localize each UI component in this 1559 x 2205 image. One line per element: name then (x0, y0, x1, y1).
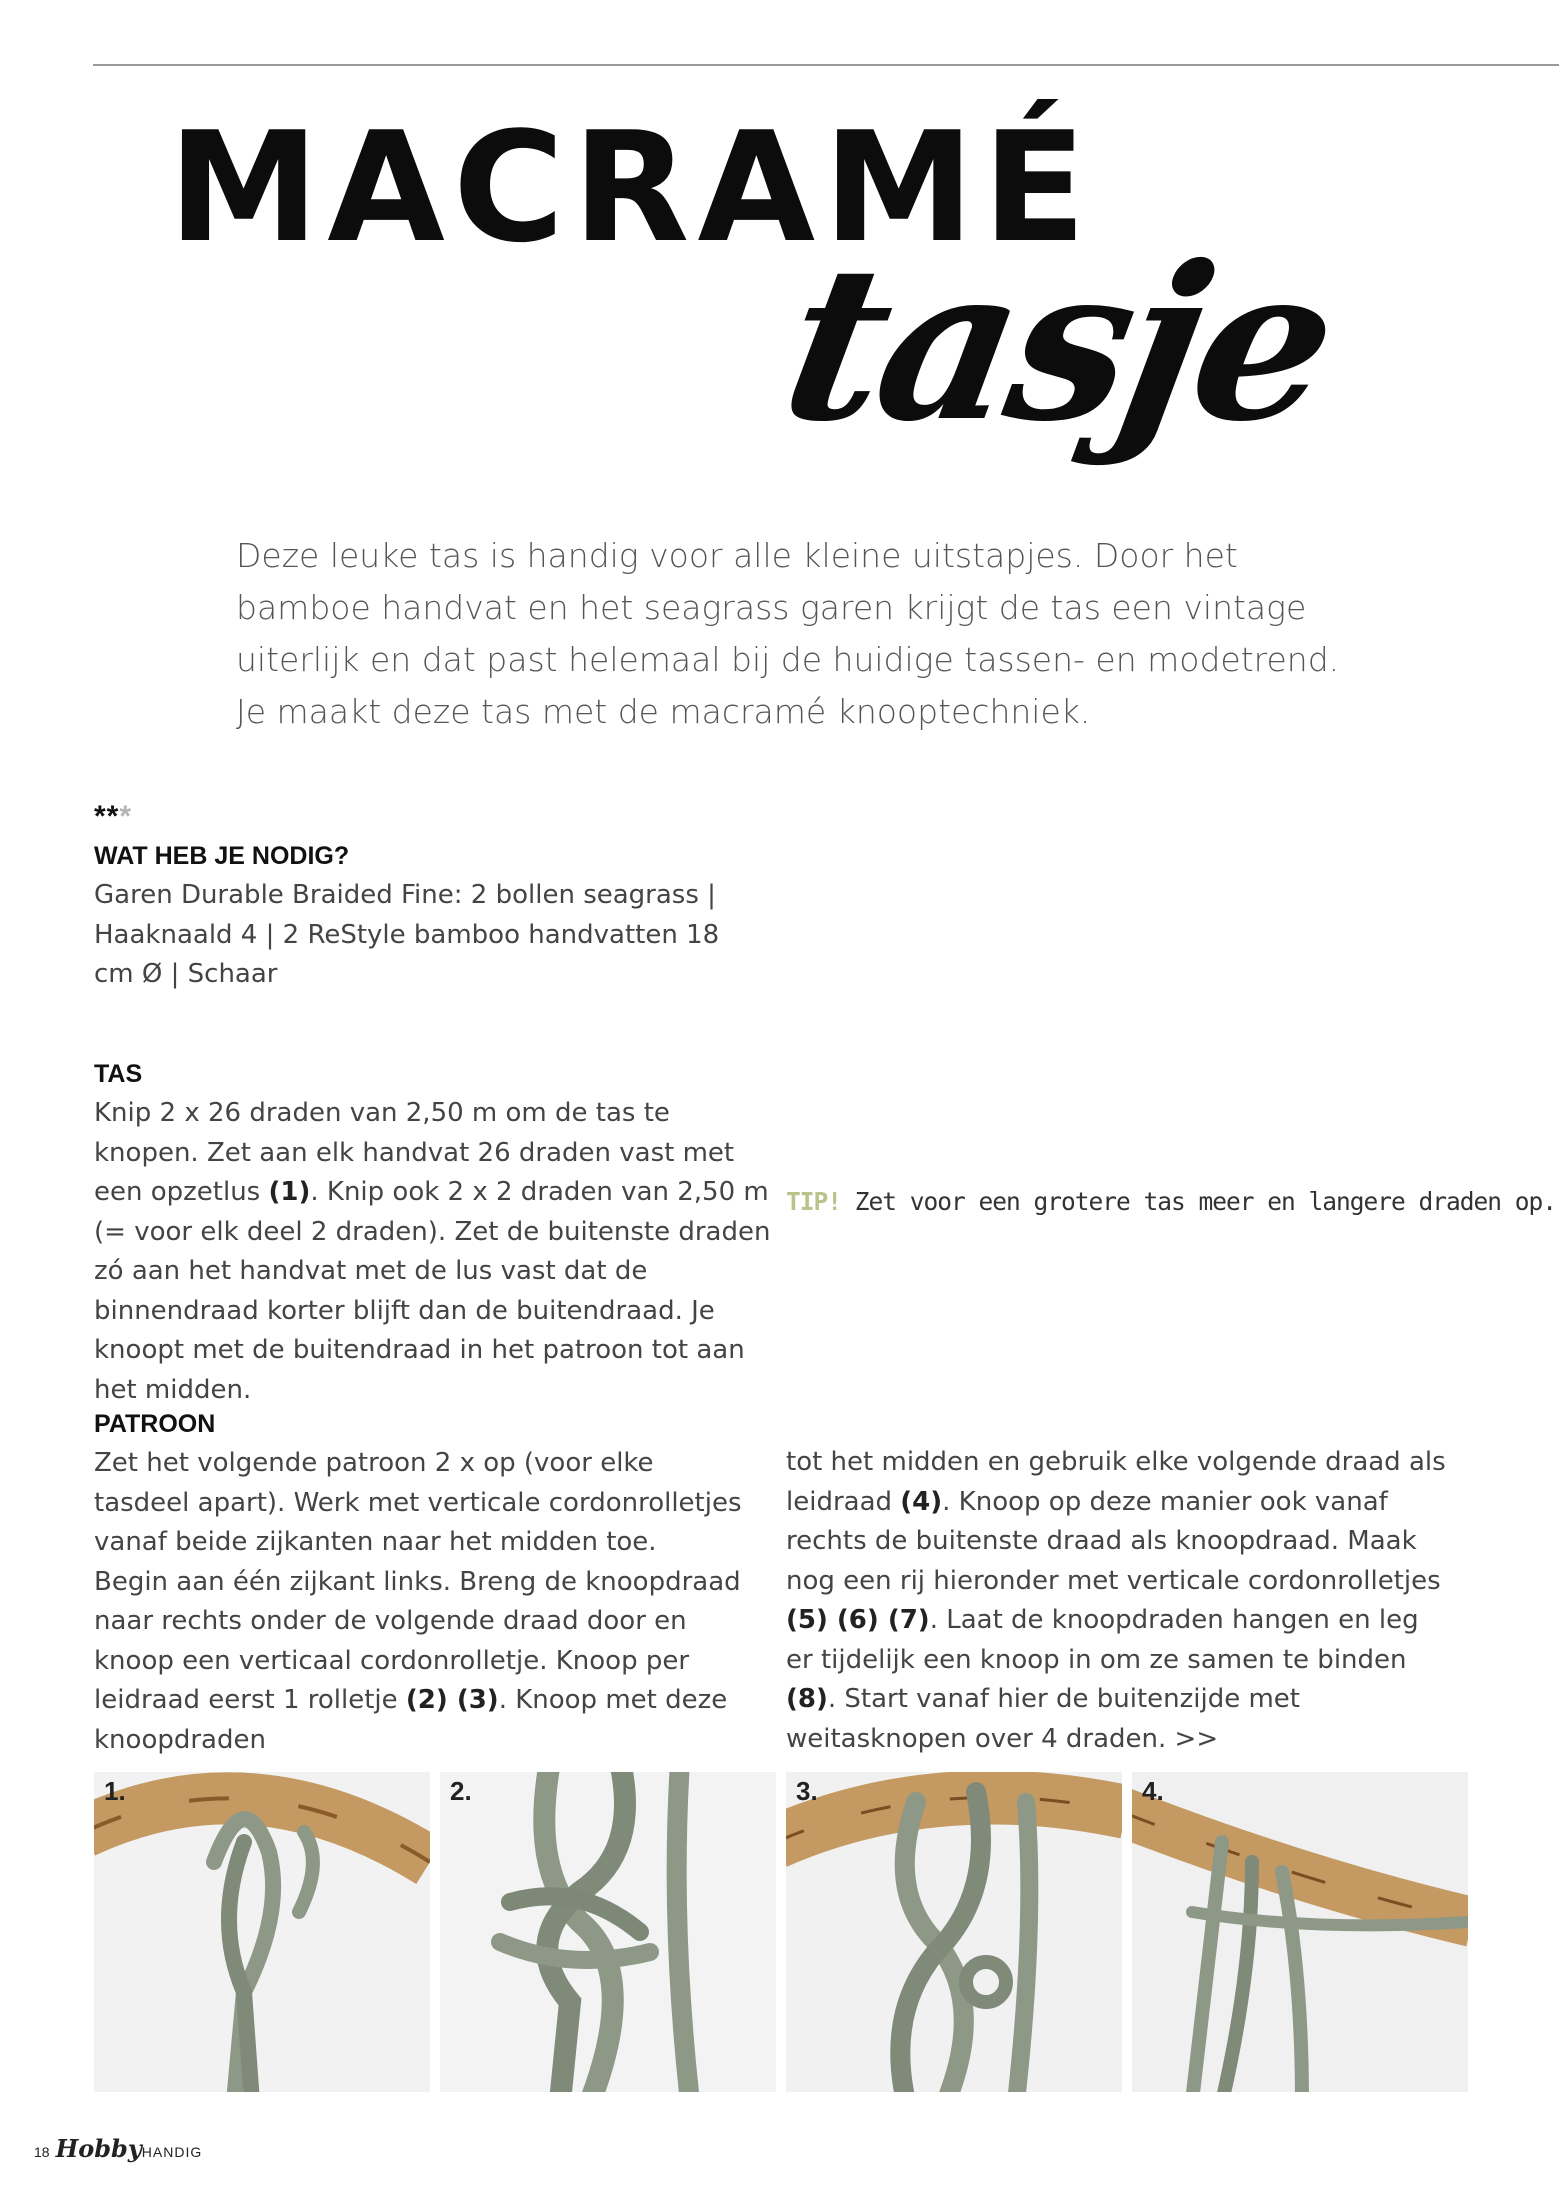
page-footer (34, 2134, 202, 2163)
difficulty-stars-empty: * (119, 800, 133, 833)
tas-text (94, 1094, 774, 1410)
step-photo-4 (1132, 1772, 1468, 2092)
patroon-text-part: tot het midden en gebruik elke volgende draad als leidraad (786, 1447, 1446, 1517)
intro-text: Deze leuke tas is handig voor alle kleine uitstapjes. Door het bamboe handvat en het seagrass garen krijgt de tas een vintage uiterlijk en dat past helemaal bij de huidige tassen- en modetrend. Je maakt deze tas met de macramé knooptechniek. (236, 536, 1340, 731)
step-photo-2 (440, 1772, 776, 2092)
tas-heading: TAS (94, 1060, 143, 1088)
brand-logo-handig: HANDIG (141, 2144, 203, 2160)
tas-text-part: Knip 2 x 26 draden van 2,50 m om de tas te knopen. Zet aan elk handvat 26 draden vast met een opzetlus (94, 1098, 735, 1207)
step-ref: (2) (3) (405, 1685, 499, 1715)
tip-note (786, 1187, 1556, 1216)
patroon-text-part: . Knoop op deze manier ook vanaf rechts de buitenste draad als knoopdraad. Maak nog een rij hieronder met verticale cordonrolletjes (786, 1486, 1441, 1596)
step-number: 2. (450, 1776, 472, 1806)
tip-text: Zet voor een grotere tas meer en langere draden op. (841, 1187, 1557, 1216)
step-number: 1. (104, 1776, 126, 1806)
brand-logo-hobby: Hobby (55, 2134, 142, 2163)
step-ref: (1) (268, 1177, 311, 1207)
patroon-paragraph (94, 1563, 754, 1761)
page-subtitle-script: tasje (768, 219, 1349, 468)
patroon-left-column (94, 1444, 754, 1760)
step-photo-1 (94, 1772, 430, 2092)
difficulty-rating (94, 800, 132, 834)
step-number: 3. (796, 1776, 818, 1806)
patroon-text-part: Begin aan één zijkant links. Breng de knoopdraad naar rechts onder de volgende draad door en knoop een verticaal cordonrolletje. Knoop per leidraad eerst 1 rolletje (94, 1566, 741, 1715)
step-ref: (5) (6) (7) (786, 1605, 930, 1635)
tip-label: TIP! (786, 1187, 842, 1216)
macrame-step-3-photo (786, 1772, 1122, 2092)
patroon-text-part: . Start vanaf hier de buitenzijde met weitasknopen over 4 draden. >> (786, 1684, 1300, 1754)
page-title: MACRAMÉ (168, 99, 1095, 276)
step-ref: (4) (900, 1486, 943, 1517)
patroon-right-column (786, 1443, 1446, 1759)
step-photo-3 (786, 1772, 1122, 2092)
step-number: 4. (1142, 1776, 1164, 1806)
patroon-text-part: . Laat de knoopdraden hangen en leg er tijdelijk een knoop in om ze samen te binden (786, 1605, 1419, 1675)
materials-heading: WAT HEB JE NODIG? (94, 842, 350, 870)
materials-text: Garen Durable Braided Fine: 2 bollen seagrass | Haaknaald 4 | 2 ReStyle bamboo handvatten 18 cm Ø | Schaar (94, 880, 720, 989)
macrame-step-1-photo (94, 1772, 430, 2092)
macrame-step-2-photo (440, 1772, 776, 2092)
patroon-paragraph: Zet het volgende patroon 2 x op (voor elke tasdeel apart). Werk met verticale cordonrolletjes vanaf beide zijkanten naar het midden toe. (94, 1448, 742, 1557)
macrame-step-4-photo (1132, 1772, 1468, 2092)
patroon-heading: PATROON (94, 1410, 216, 1438)
page-number: 18 (34, 2144, 50, 2160)
top-rule (93, 64, 1559, 66)
step-ref: (8) (786, 1684, 828, 1714)
patroon-text-part: . Knoop met deze knoopdraden (94, 1685, 728, 1755)
tas-text-part: . Knip ook 2 x 2 draden van 2,50 m (= voor elk deel 2 draden). Zet de buitenste draden zó aan het handvat met de lus vast dat de binnendraad korter blijft dan de buitendraad. Je knoopt met de buitendraad in het patroon tot aan het midden. (94, 1177, 771, 1405)
difficulty-stars-filled: ** (94, 800, 120, 833)
